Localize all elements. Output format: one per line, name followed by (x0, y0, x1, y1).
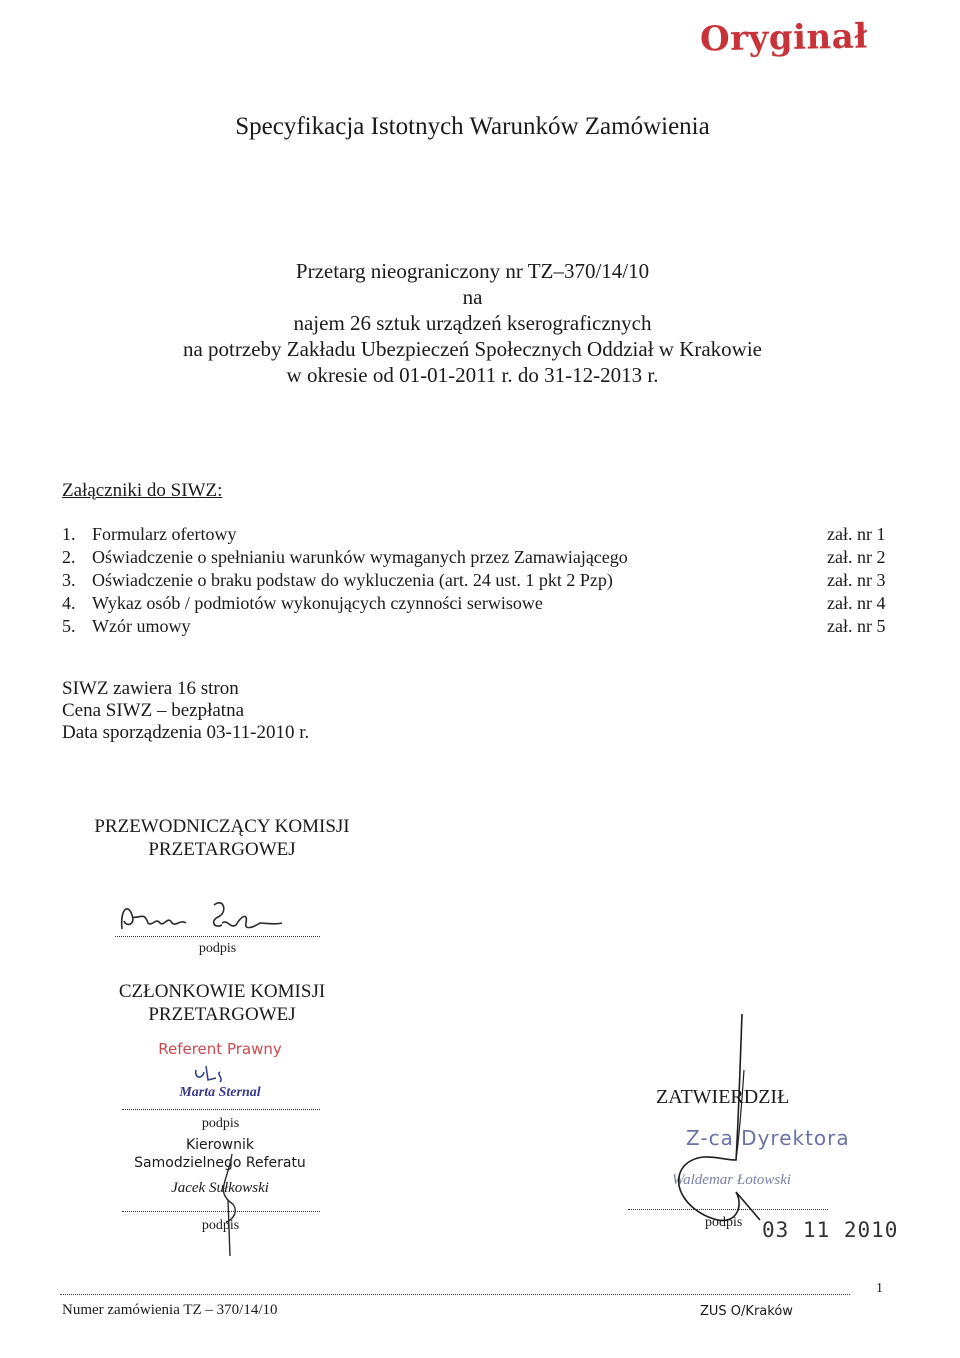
attachment-ref: zał. nr 2 (827, 547, 886, 567)
tender-line: w okresie od 01-01-2011 r. do 31-12-2013 r. (286, 363, 659, 387)
page-count: SIWZ zawiera 16 stron (62, 678, 239, 699)
attachment-number: 5. (62, 616, 76, 636)
member-role-line: Kierownik (185, 1137, 255, 1153)
attachments-list (62, 523, 892, 638)
tender-line: na (462, 285, 483, 309)
attachments-header: Załączniki do SIWZ: (62, 480, 223, 501)
attachment-item (62, 592, 892, 615)
attachment-number: 1. (62, 524, 76, 544)
approval-stamp-name: Waldemar Łotowski (672, 1172, 792, 1188)
member-stamp-role: Referent Prawny (158, 1040, 282, 1058)
member-stamp-name: Marta Sternal (179, 1085, 261, 1100)
chairman-heading-line: PRZEWODNICZĄCY KOMISJI (94, 816, 350, 837)
attachment-number: 3. (62, 570, 76, 590)
footer-divider (60, 1293, 850, 1295)
member-role-line: Samodzielnego Referatu (134, 1155, 306, 1171)
attachment-label: Oświadczenie o braku podstaw do wykluczenia (art. 24 ust. 1 pkt 2 Pzp) (92, 570, 613, 590)
approval-signature-line (628, 1208, 828, 1210)
member-signature-line (122, 1108, 320, 1110)
document-title: Specyfikacja Istotnych Warunków Zamówienia (235, 113, 710, 140)
chairman-signature-line (115, 935, 320, 937)
tender-line: na potrzeby Zakładu Ubezpieczeń Społecznych Oddział w Krakowie (182, 337, 762, 361)
siwz-info (62, 678, 309, 744)
attachment-number: 2. (62, 547, 76, 567)
members-heading (62, 980, 382, 1026)
chairman-heading-line: PRZETARGOWEJ (148, 839, 296, 860)
attachment-label: Wzór umowy (92, 616, 191, 636)
tender-line: Przetarg nieograniczony nr TZ–370/14/10 (295, 259, 650, 283)
member-signature (200, 1150, 270, 1260)
tender-line: najem 26 sztuk urządzeń kserograficznych (293, 311, 652, 335)
footer-order-number: Numer zamówienia TZ – 370/14/10 (62, 1302, 278, 1318)
attachment-item (62, 615, 892, 638)
member-sign-label: podpis (201, 1116, 240, 1131)
attachment-item (62, 569, 892, 592)
creation-date: Data sporządzenia 03-11-2010 r. (62, 722, 310, 743)
approval-date-stamp: 03 11 2010 (762, 1218, 899, 1242)
attachment-ref: zał. nr 4 (827, 593, 886, 613)
approval-label: ZATWIERDZIŁ (656, 1086, 790, 1108)
attachment-ref: zał. nr 3 (827, 570, 886, 590)
approval-sign-label: podpis (705, 1215, 743, 1230)
member-sign-label: podpis (201, 1218, 240, 1233)
chairman-sign-label: podpis (198, 941, 237, 956)
attachment-ref: zał. nr 5 (827, 616, 886, 636)
approval-stamp-role: Z-ca Dyrektora (686, 1126, 850, 1150)
attachment-label: Formularz ofertowy (92, 524, 237, 544)
member-name: Jacek Sułkowski (171, 1180, 269, 1196)
members-heading-line: PRZETARGOWEJ (148, 1004, 296, 1025)
attachment-number: 4. (62, 593, 76, 613)
attachment-item (62, 546, 892, 569)
attachment-ref: zał. nr 1 (827, 524, 886, 544)
price-info: Cena SIWZ – bezpłatna (62, 700, 245, 721)
attachment-label: Wykaz osób / podmiotów wykonujących czynności serwisowe (92, 593, 543, 613)
tender-description (0, 258, 945, 388)
approval-signature (640, 1010, 770, 1240)
attachment-label: Oświadczenie o spełnianiu warunków wymaganych przez Zamawiającego (92, 547, 628, 567)
footer-office: ZUS O/Kraków (700, 1304, 793, 1319)
chairman-heading (62, 815, 382, 861)
page-number: 1 (876, 1281, 883, 1296)
members-heading-line: CZŁONKOWIE KOMISJI (118, 981, 326, 1002)
original-stamp: Oryginał (699, 16, 869, 60)
attachment-item (62, 523, 892, 546)
